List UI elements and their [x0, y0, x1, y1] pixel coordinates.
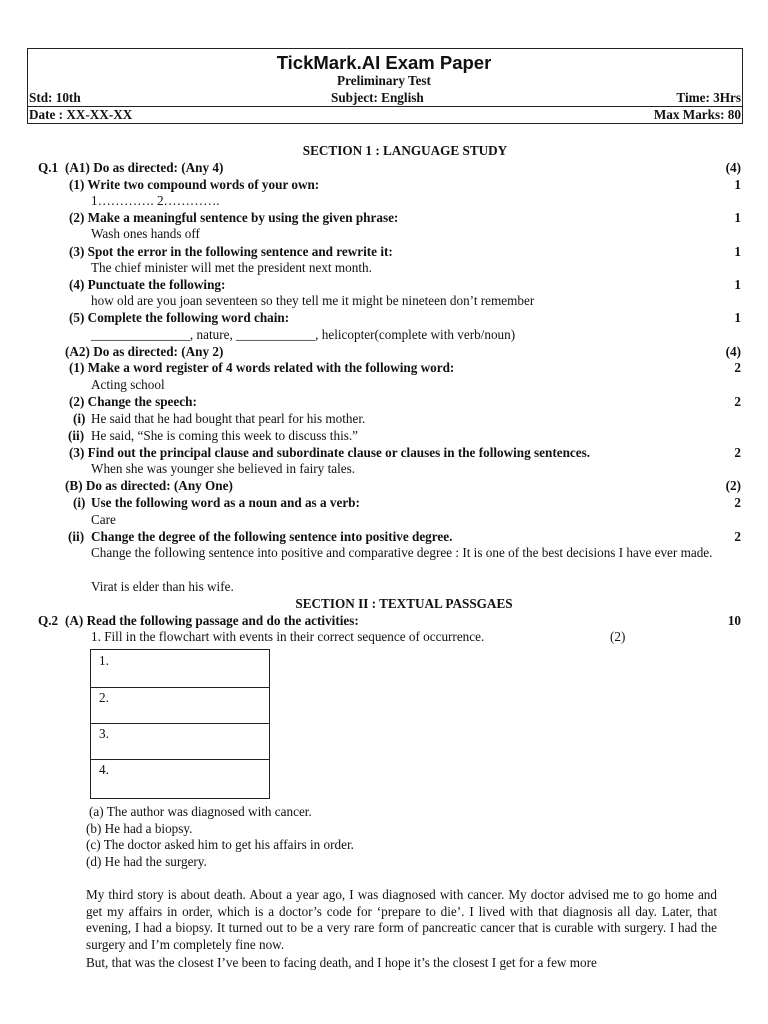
option-d: (d) He had the surgery. — [86, 854, 207, 869]
section2-heading: SECTION II : TEXTUAL PASSGAES — [295, 596, 513, 611]
activity1-marks: (2) — [610, 629, 626, 644]
b-question-i: Use the following word as a noun and as a verb: — [91, 495, 360, 510]
a1-question-1: (1) Write two compound words of your own: — [69, 177, 320, 192]
a2-marks: (4) — [725, 344, 741, 359]
b-heading: (B) Do as directed: (Any One) — [65, 478, 233, 493]
a2-question-1: (1) Make a word register of 4 words related with the following word: — [69, 360, 455, 375]
b-marks: (2) — [725, 478, 741, 493]
a1-question-3: (3) Spot the error in the following sentence and rewrite it: — [69, 244, 393, 259]
a1-answer-5: _______________, nature, ____________, helicopter(complete with verb/noun) — [91, 327, 516, 342]
q2a-heading: (A) Read the following passage and do the activities: — [65, 613, 359, 628]
date-label: Date : XX-XX-XX — [29, 107, 133, 122]
a1-question-4: (4) Punctuate the following: — [69, 277, 226, 292]
b-answer-ii-line2: Virat is elder than his wife. — [91, 579, 234, 594]
subject-label: Subject: English — [331, 90, 424, 105]
a2-q2-i-num: (i) — [73, 411, 86, 426]
a1-marks-2: 1 — [734, 210, 741, 225]
passage-paragraph-1: My third story is about death. About a year ago, I was diagnosed with cancer. My doctor advised me to go home and get my affairs in order, which is a doctor’s code for ‘prepare to die’. I lived with that diagnosis all day. Later, that evening, I had a biopsy. It turned out to be a very rare form of pancreatic cancer that is curable with surgery. I had the surgery and I’m completely fine now. — [86, 887, 717, 952]
a1-heading: (A1) Do as directed: (Any 4) — [65, 160, 224, 175]
a1-marks-1: 1 — [734, 177, 741, 192]
a1-marks-5: 1 — [734, 310, 741, 325]
a2-question-3: (3) Find out the principal clause and subordinate clause or clauses in the following sentences. — [69, 445, 591, 460]
b-marks-i: 2 — [734, 495, 741, 510]
option-b: (b) He had a biopsy. — [86, 821, 193, 836]
flowchart — [90, 649, 270, 799]
max-marks-label: Max Marks: 80 — [653, 107, 741, 122]
b-answer-i: Care — [91, 512, 116, 527]
b-answer-ii: Change the following sentence into positive and comparative degree : It is one of the best decisions I have ever made. — [91, 545, 713, 560]
q2-label: Q.2 — [38, 613, 59, 628]
paper-title: TickMark.AI Exam Paper — [276, 52, 492, 73]
option-c: (c) The doctor asked him to get his affairs in order. — [86, 837, 354, 852]
flowchart-divider — [91, 759, 269, 760]
flowchart-box-2[interactable]: 2. — [99, 690, 109, 705]
a2-marks-3: 2 — [734, 445, 741, 460]
b-ii-num: (ii) — [68, 529, 85, 544]
a2-question-2: (2) Change the speech: — [69, 394, 197, 409]
flowchart-box-4[interactable]: 4. — [99, 762, 109, 777]
a1-answer-3: The chief minister will met the president next month. — [91, 260, 372, 275]
a1-answer-2: Wash ones hands off — [91, 226, 200, 241]
passage-paragraph-2: But, that was the closest I’ve been to facing death, and I hope it’s the closest I get for a few more — [86, 955, 597, 970]
a2-heading: (A2) Do as directed: (Any 2) — [65, 344, 224, 359]
a2-q2-i: He said that he had bought that pearl for his mother. — [91, 411, 366, 426]
option-a: (a) The author was diagnosed with cancer. — [89, 804, 312, 819]
a2-answer-1: Acting school — [91, 377, 165, 392]
q1-label: Q.1 — [38, 160, 59, 175]
a2-q2-ii-num: (ii) — [68, 428, 85, 443]
a1-marks-4: 1 — [734, 277, 741, 292]
a1-marks: (4) — [725, 160, 741, 175]
section1-heading: SECTION 1 : LANGUAGE STUDY — [302, 143, 508, 158]
header-divider — [27, 106, 743, 107]
flowchart-box-3[interactable]: 3. — [99, 726, 109, 741]
time-label: Time: 3Hrs — [676, 90, 741, 105]
a2-marks-1: 2 — [734, 360, 741, 375]
a1-question-2: (2) Make a meaningful sentence by using the given phrase: — [69, 210, 399, 225]
b-i-num: (i) — [73, 495, 86, 510]
std-label: Std: 10th — [29, 90, 81, 105]
b-question-ii: Change the degree of the following sentence into positive degree. — [91, 529, 453, 544]
flowchart-divider — [91, 687, 269, 688]
a2-marks-2: 2 — [734, 394, 741, 409]
a2-q2-ii: He said, “She is coming this week to discuss this.” — [91, 428, 359, 443]
paper-subtitle: Preliminary Test — [337, 73, 431, 88]
a2-answer-3: When she was younger she believed in fairy tales. — [91, 461, 356, 476]
a1-marks-3: 1 — [734, 244, 741, 259]
flowchart-box-1[interactable]: 1. — [99, 653, 109, 668]
flowchart-divider — [91, 723, 269, 724]
a1-answer-4: how old are you joan seventeen so they tell me it might be nineteen don’t remember — [91, 293, 535, 308]
q2a-marks: 10 — [727, 613, 741, 628]
a1-answer-1: 1…………. 2…………. — [91, 193, 220, 208]
activity1-text: 1. Fill in the flowchart with events in their correct sequence of occurrence. — [91, 629, 485, 644]
b-marks-ii: 2 — [734, 529, 741, 544]
a1-question-5: (5) Complete the following word chain: — [69, 310, 290, 325]
